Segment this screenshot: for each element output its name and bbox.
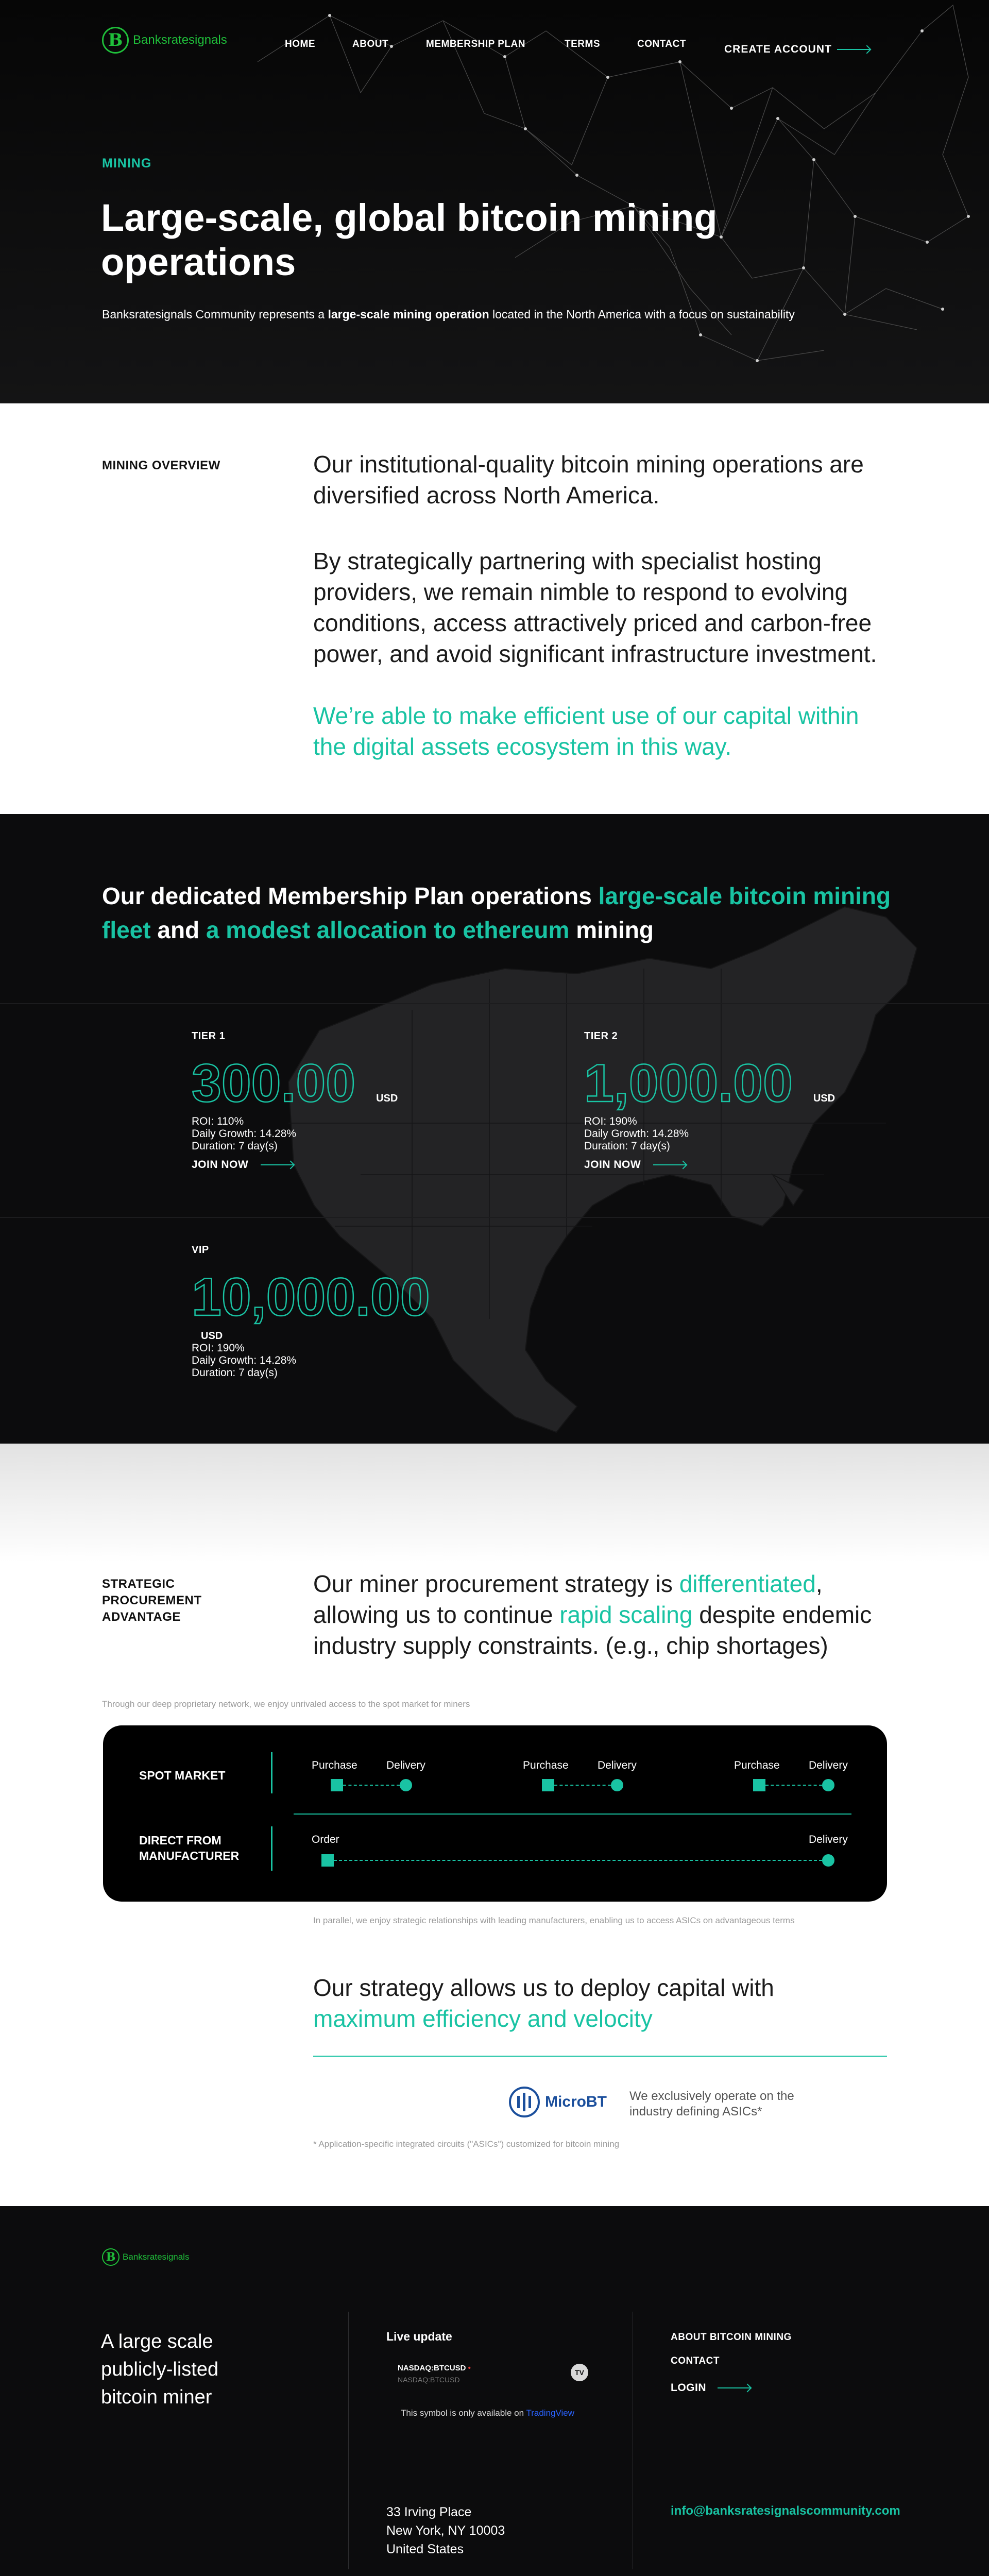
footer-brand-name: Banksratesignals (123, 2252, 190, 2262)
logo-icon: B (102, 27, 129, 54)
procurement-heading-part-4: rapid scaling (559, 1601, 693, 1628)
hero-title: Large-scale, global bitcoin mining operations (101, 196, 718, 283)
tradingview-link[interactable]: TradingView (526, 2408, 575, 2418)
membership-title-part-4: a modest allocation to ethereum (206, 917, 570, 943)
footer-address (386, 2503, 505, 2558)
asic-footnote: * Application-specific integrated circuits ("ASICs") customized for bitcoin mining (313, 2139, 620, 2149)
mining-overview-section (0, 403, 989, 814)
tier-1-growth: Daily Growth: 14.28% (192, 1128, 297, 1140)
footer-link-about-mining[interactable]: ABOUT BITCOIN MINING (671, 2332, 792, 2343)
hero-eyebrow: MINING (102, 156, 152, 171)
vip-amount: 10,000.00 (192, 1267, 430, 1327)
partner-note: We exclusively operate on the industry defining ASICs* (629, 2089, 794, 2119)
create-account-label: CREATE ACCOUNT (724, 43, 832, 55)
manufacturer-note: In parallel, we enjoy strategic relationships with leading manufacturers, enabling us to access ASICs on advantageous terms (313, 1916, 795, 1925)
order-marker (321, 1854, 334, 1867)
ticker-note (401, 2408, 574, 2418)
ticker-down-indicator: • (468, 2364, 471, 2372)
tier-2-duration: Duration: 7 day(s) (584, 1140, 670, 1152)
vip-card (192, 1244, 430, 1379)
vip-name: VIP (192, 1244, 209, 1256)
purchase-label: Purchase (312, 1759, 357, 1771)
address-line-2: New York, NY 10003 (386, 2523, 505, 2538)
spot-market-label: SPOT MARKET (139, 1769, 226, 1782)
deploy-heading (313, 1972, 880, 2034)
divider (348, 2312, 349, 2569)
address-line-1: 33 Irving Place (386, 2505, 472, 2519)
logo-icon: B (102, 2248, 120, 2266)
procurement-heading (313, 1568, 880, 1661)
procurement-heading-part-1: Our miner procurement strategy is (313, 1570, 679, 1597)
footer-logo[interactable] (102, 2248, 189, 2266)
live-update-heading: Live update (386, 2330, 452, 2343)
create-account-link[interactable] (724, 43, 870, 56)
footer-tagline: A large scale publicly-listed bitcoin miner (101, 2331, 219, 2408)
tier-1-currency: USD (376, 1093, 398, 1104)
membership-title (102, 879, 906, 947)
deploy-heading-part-2: maximum efficiency and velocity (313, 2005, 653, 2032)
order-label: Order (312, 1834, 339, 1845)
vip-currency: USD (201, 1330, 223, 1342)
tier-1-join-label: JOIN NOW (192, 1159, 249, 1171)
membership-plan-section (0, 814, 989, 1444)
tier-1-join-button[interactable] (192, 1159, 398, 1171)
nav-about[interactable]: ABOUT (352, 39, 389, 49)
tier-2-amount: 1,000.00 (584, 1054, 793, 1113)
timeline-dash (765, 1785, 822, 1786)
direct-manufacturer-label: DIRECT FROM MANUFACTURER (139, 1834, 240, 1862)
ticker-note-text: This symbol is only available on (401, 2408, 526, 2418)
brand-name: Banksratesignals (133, 33, 227, 47)
arrow-right-icon (653, 1164, 686, 1165)
partner-name: MicroBT (545, 2093, 607, 2110)
footer-link-contact[interactable]: CONTACT (671, 2355, 720, 2366)
divider (313, 2056, 887, 2057)
membership-title-part-3: and (150, 917, 206, 943)
tier-1-name: TIER 1 (192, 1030, 226, 1042)
tier-2-card (584, 1030, 835, 1171)
divider (294, 1814, 851, 1815)
footer-email-link[interactable]: info@banksratesignalscommunity.com (671, 2504, 900, 2518)
tradingview-icon[interactable]: TV (571, 2364, 588, 2381)
address-line-3: United States (386, 2542, 464, 2556)
arrow-right-icon (261, 1164, 294, 1165)
overview-label: MINING OVERVIEW (102, 459, 220, 472)
nav-home[interactable]: HOME (285, 39, 315, 49)
brand-logo[interactable] (102, 27, 227, 54)
divider (271, 1826, 272, 1871)
site-footer (0, 2206, 989, 2576)
deploy-heading-part-1: Our strategy allows us to deploy capital with (313, 1974, 774, 2001)
overview-paragraph-2: By strategically partnering with specialist hosting providers, we remain nimble to respond to evolving conditions, access attractively priced and carbon-free power, and avoid significant infrastructure investment. (313, 548, 877, 667)
delivery-marker (822, 1854, 834, 1867)
microbt-logo (509, 2087, 607, 2117)
microbt-icon (509, 2087, 540, 2117)
delivery-marker (611, 1779, 623, 1791)
delivery-label: Delivery (809, 1834, 848, 1845)
spot-market-note: Through our deep proprietary network, we enjoy unrivaled access to the spot market for miners (102, 1699, 470, 1709)
tier-2-name: TIER 2 (584, 1030, 618, 1042)
tier-1-amount: 300.00 (192, 1054, 356, 1113)
vip-growth: Daily Growth: 14.28% (192, 1354, 297, 1366)
procurement-timeline-panel (103, 1725, 887, 1902)
tier-1-card (192, 1030, 398, 1171)
tier-2-join-button[interactable] (584, 1159, 835, 1171)
membership-title-part-1: Our dedicated Membership Plan operations (102, 883, 599, 909)
hero-subtitle-pre: Banksratesignals Community represents a (102, 308, 328, 321)
timeline-dash (554, 1785, 611, 1786)
arrow-right-icon (718, 2387, 751, 2388)
nav-contact[interactable]: CONTACT (637, 39, 686, 49)
tier-2-roi: ROI: 190% (584, 1115, 637, 1127)
hero-subtitle-post: located in the North America with a focus on sustainability (489, 308, 795, 321)
tier-2-growth: Daily Growth: 14.28% (584, 1128, 689, 1140)
delivery-label: Delivery (386, 1759, 425, 1771)
procurement-heading-part-5: despite endemic industry supply constraints. (e.g., chip shortages) (313, 1601, 872, 1659)
timeline-dash (334, 1860, 822, 1861)
membership-title-part-5: mining (569, 917, 654, 943)
ticker-sub: NASDAQ:BTCUSD (398, 2376, 460, 2384)
login-label: LOGIN (671, 2382, 706, 2394)
overview-paragraph-1: Our institutional-quality bitcoin mining operations are diversified across North America. (313, 451, 864, 509)
divider (271, 1752, 272, 1793)
footer-login-link[interactable] (671, 2376, 792, 2400)
delivery-label: Delivery (598, 1759, 637, 1771)
timeline-dash (343, 1785, 400, 1786)
tier-1-roi: ROI: 110% (192, 1115, 244, 1127)
purchase-marker (331, 1779, 343, 1791)
membership-title-part-2: large-scale bitcoin mining fleet (102, 883, 891, 943)
tier-1-duration: Duration: 7 day(s) (192, 1140, 278, 1152)
footer-links (671, 2326, 792, 2400)
delivery-label: Delivery (809, 1759, 848, 1771)
delivery-marker (400, 1779, 412, 1791)
nav-terms[interactable]: TERMS (565, 39, 600, 49)
hero-subtitle (102, 308, 795, 321)
purchase-marker (753, 1779, 765, 1791)
nav-membership-plan[interactable]: MEMBERSHIP PLAN (426, 39, 525, 49)
arrow-right-icon (837, 49, 870, 50)
purchase-label: Purchase (523, 1759, 569, 1771)
procurement-heading-part-2: differentiated (679, 1570, 816, 1597)
procurement-heading-part-3: , allowing us to continue (313, 1570, 823, 1628)
purchase-label: Purchase (734, 1759, 780, 1771)
procurement-label: STRATEGIC PROCUREMENT ADVANTAGE (102, 1577, 202, 1624)
tier-2-currency: USD (813, 1093, 835, 1104)
overview-paragraph-3: We’re able to make efficient use of our capital within the digital assets ecosystem in this way. (313, 702, 859, 760)
hero-section (0, 0, 989, 403)
purchase-marker (542, 1779, 554, 1791)
procurement-section (0, 1444, 989, 2206)
vip-duration: Duration: 7 day(s) (192, 1367, 278, 1379)
ticker-symbol: NASDAQ:BTCUSD (398, 2364, 466, 2372)
vip-roi: ROI: 190% (192, 1342, 245, 1354)
hero-subtitle-bold: large-scale mining operation (328, 308, 489, 321)
tier-2-join-label: JOIN NOW (584, 1159, 641, 1171)
delivery-marker (822, 1779, 834, 1791)
ticker-widget[interactable] (398, 2364, 588, 2384)
